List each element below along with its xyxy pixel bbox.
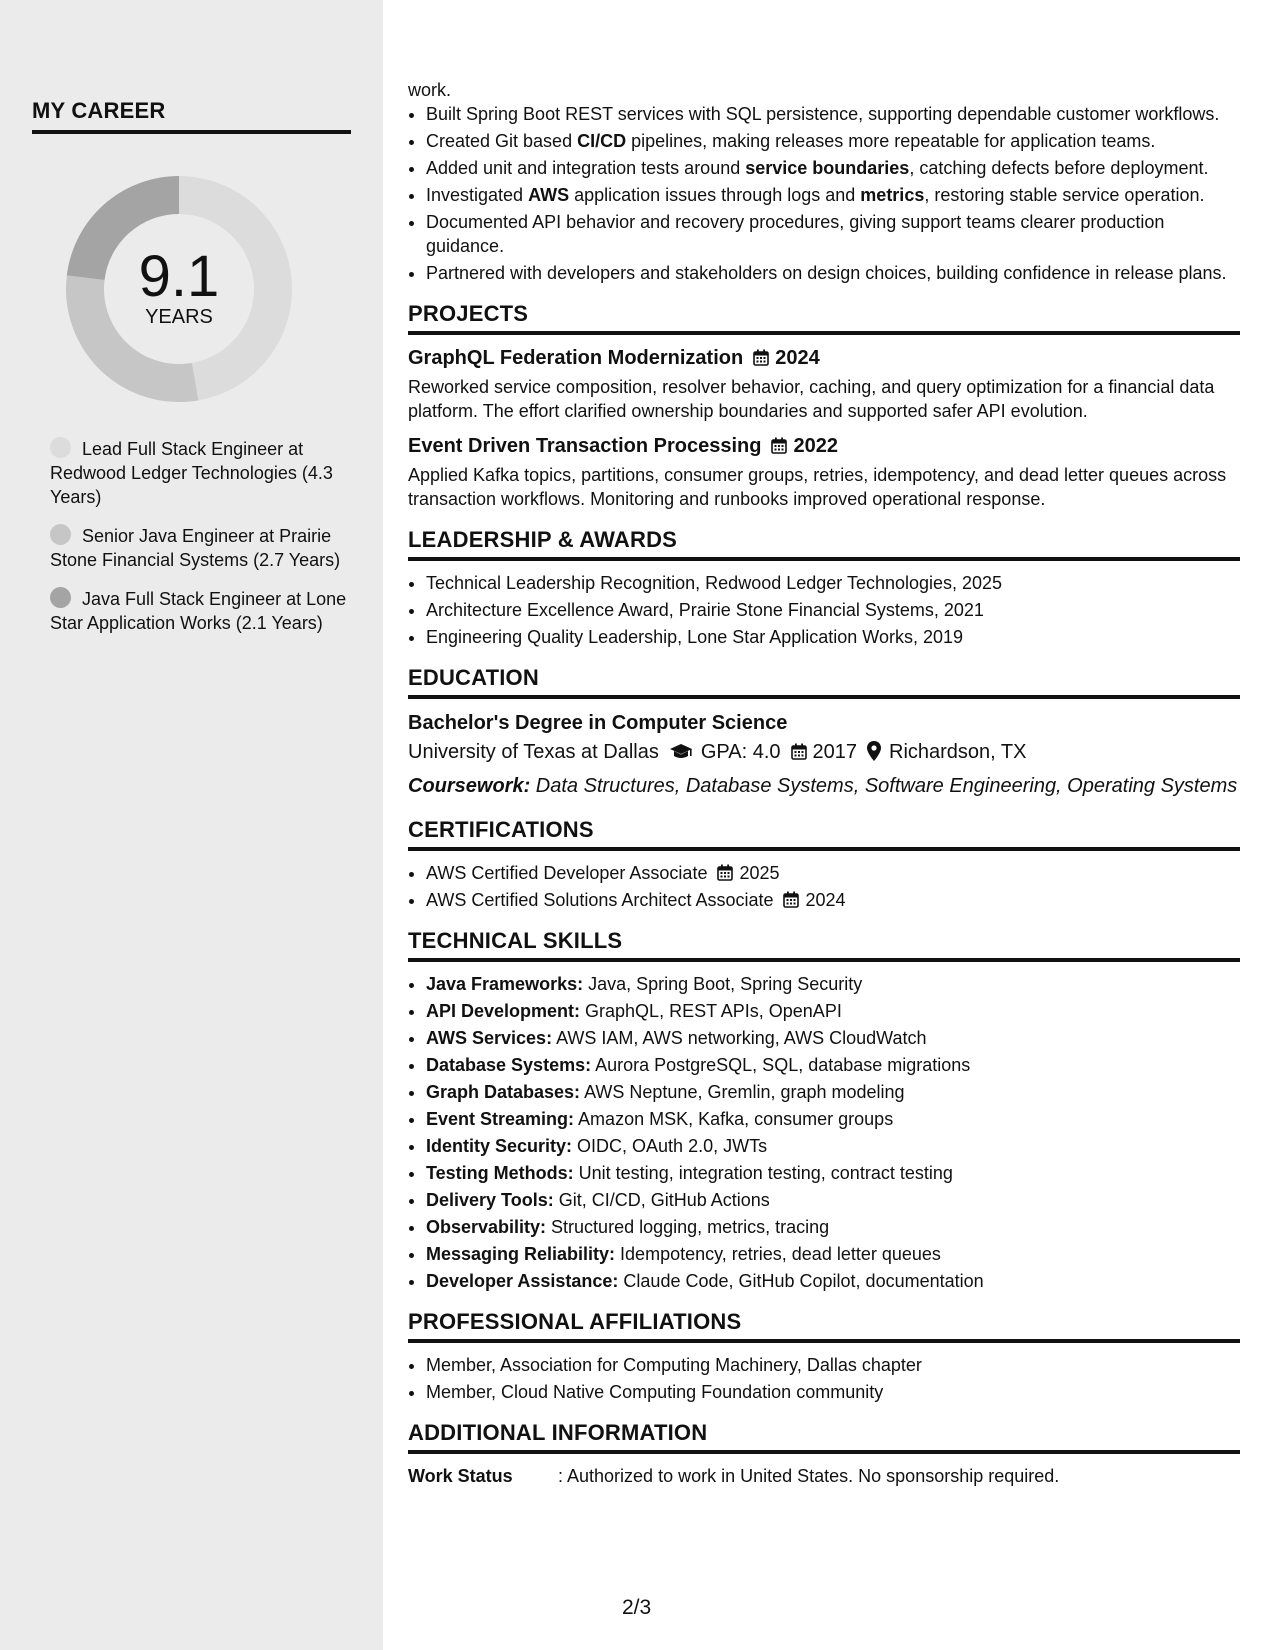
skill-label: Messaging Reliability: bbox=[426, 1244, 616, 1264]
skill-item bbox=[426, 1134, 1240, 1158]
project-title bbox=[408, 433, 1240, 459]
skill-item bbox=[426, 1107, 1240, 1131]
certification-name: AWS Certified Solutions Architect Associate bbox=[426, 890, 774, 910]
career-dot-icon bbox=[50, 437, 71, 458]
education-degree: Bachelor's Degree in Computer Science bbox=[408, 712, 788, 734]
experience-bullet bbox=[426, 102, 1240, 126]
experience-bullet bbox=[426, 261, 1240, 285]
sidebar-title: MY CAREER bbox=[32, 98, 351, 134]
certifications-heading: CERTIFICATIONS bbox=[408, 817, 1240, 851]
experience-bullet bbox=[426, 129, 1240, 153]
career-text: Lead Full Stack Engineer at Redwood Ledger Technologies (4.3 Years) bbox=[50, 439, 333, 507]
skills-list bbox=[408, 972, 1240, 1293]
skill-item bbox=[426, 1188, 1240, 1212]
education-coursework bbox=[408, 771, 1240, 801]
calendar-icon bbox=[717, 864, 733, 881]
skill-label: Developer Assistance: bbox=[426, 1271, 619, 1291]
experience-bullets bbox=[408, 102, 1240, 285]
project-title bbox=[408, 345, 1240, 371]
sidebar bbox=[0, 0, 383, 1650]
skill-item bbox=[426, 1053, 1240, 1077]
bullet-keyword: AWS bbox=[528, 185, 570, 205]
bullet-keyword: CI/CD bbox=[577, 131, 627, 151]
career-item bbox=[50, 587, 350, 635]
education-details bbox=[408, 737, 1240, 771]
skill-value: Idempotency, retries, dead letter queues bbox=[615, 1244, 941, 1264]
career-dot-icon bbox=[50, 524, 71, 545]
skill-label: Identity Security: bbox=[426, 1136, 573, 1156]
coursework-text: Data Structures, Database Systems, Software Engineering, Operating Systems bbox=[530, 775, 1238, 797]
affiliations-list bbox=[408, 1353, 1240, 1404]
certification-year: 2025 bbox=[739, 863, 780, 883]
years-label: YEARS bbox=[145, 306, 213, 328]
skill-item bbox=[426, 1026, 1240, 1050]
project-year: 2024 bbox=[775, 347, 820, 369]
skill-item bbox=[426, 1242, 1240, 1266]
location-pin-icon bbox=[867, 740, 881, 771]
leadership-list bbox=[408, 571, 1240, 649]
skill-value: Structured logging, metrics, tracing bbox=[546, 1217, 830, 1237]
skills-heading: TECHNICAL SKILLS bbox=[408, 928, 1240, 962]
experience-bullet bbox=[426, 210, 1240, 258]
bullet-text: application issues through logs and bbox=[569, 185, 861, 205]
skill-item bbox=[426, 1269, 1240, 1293]
work-status-value: : Authorized to work in United States. No sponsorship required. bbox=[558, 1466, 1060, 1486]
skill-value: OIDC, OAuth 2.0, JWTs bbox=[572, 1136, 768, 1156]
project-name: GraphQL Federation Modernization bbox=[408, 347, 744, 369]
certification-item bbox=[426, 888, 1240, 912]
bullet-text: , restoring stable service operation. bbox=[924, 185, 1205, 205]
career-item bbox=[50, 524, 350, 572]
skill-item bbox=[426, 999, 1240, 1023]
skill-value: Unit testing, integration testing, contract testing bbox=[573, 1163, 953, 1183]
coursework-label: Coursework: bbox=[408, 775, 531, 797]
work-status-row bbox=[408, 1464, 1240, 1488]
experience-bullet bbox=[426, 183, 1240, 207]
donut-svg bbox=[66, 176, 292, 402]
bullet-keyword: metrics bbox=[860, 185, 925, 205]
affiliations-heading: PROFESSIONAL AFFILIATIONS bbox=[408, 1309, 1240, 1343]
education-year: 2017 bbox=[812, 741, 858, 763]
skill-item bbox=[426, 1215, 1240, 1239]
skill-label: Event Streaming: bbox=[426, 1109, 575, 1129]
project-description: Applied Kafka topics, partitions, consumer groups, retries, idempotency, and dead letter queues across transaction workflows. Monitoring and runbooks improved operational response. bbox=[408, 465, 1227, 509]
page-number: 2/3 bbox=[622, 1596, 652, 1619]
leadership-item: • Technical Leadership Recognition, Redwood Ledger Technologies, 2025 bbox=[426, 571, 1240, 595]
career-text: Senior Java Engineer at Prairie Stone Financial Systems (2.7 Years) bbox=[50, 526, 341, 570]
bullet-text: pipelines, making releases more repeatable for application teams. bbox=[626, 131, 1156, 151]
leadership-item: • Architecture Excellence Award, Prairie Stone Financial Systems, 2021 bbox=[426, 598, 1240, 622]
skill-label: Testing Methods: bbox=[426, 1163, 574, 1183]
calendar-icon bbox=[771, 437, 787, 454]
certification-item bbox=[426, 861, 1240, 885]
skill-value: Claude Code, GitHub Copilot, documentation bbox=[618, 1271, 984, 1291]
leadership-heading: LEADERSHIP & AWARDS bbox=[408, 527, 1240, 561]
affiliation-item: • Member, Cloud Native Computing Foundation community bbox=[426, 1380, 1240, 1404]
calendar-icon bbox=[753, 349, 769, 366]
bullet-text: Documented API behavior and recovery procedures, giving support teams clearer production guidance. bbox=[426, 212, 1165, 256]
certification-year: 2024 bbox=[805, 890, 846, 910]
skill-value: Amazon MSK, Kafka, consumer groups bbox=[574, 1109, 894, 1129]
project-year: 2022 bbox=[793, 435, 838, 457]
education-gpa: GPA: 4.0 bbox=[700, 741, 781, 763]
skill-label: Database Systems: bbox=[426, 1055, 592, 1075]
skill-label: AWS Services: bbox=[426, 1028, 553, 1048]
certifications-list bbox=[408, 861, 1240, 912]
work-status-label: Work Status bbox=[408, 1466, 513, 1486]
skill-label: Observability: bbox=[426, 1217, 547, 1237]
skill-value: AWS Neptune, Gremlin, graph modeling bbox=[580, 1082, 905, 1102]
skill-value: Git, CI/CD, GitHub Actions bbox=[553, 1190, 770, 1210]
experience-bullet bbox=[426, 156, 1240, 180]
education-location: Richardson, TX bbox=[889, 741, 1027, 763]
experience-continuation: work. bbox=[408, 80, 452, 100]
affiliation-item: • Member, Association for Computing Machinery, Dallas chapter bbox=[426, 1353, 1240, 1377]
skill-label: Graph Databases: bbox=[426, 1082, 581, 1102]
additional-heading: ADDITIONAL INFORMATION bbox=[408, 1420, 1240, 1454]
career-text: Java Full Stack Engineer at Lone Star Application Works (2.1 Years) bbox=[50, 589, 347, 633]
skill-item bbox=[426, 1161, 1240, 1185]
project-name: Event Driven Transaction Processing bbox=[408, 435, 762, 457]
bullet-text: , catching defects before deployment. bbox=[909, 158, 1209, 178]
bullet-text: Created Git based bbox=[426, 131, 578, 151]
graduation-cap-icon bbox=[669, 740, 693, 771]
projects-heading: PROJECTS bbox=[408, 301, 1240, 335]
skill-value: GraphQL, REST APIs, OpenAPI bbox=[580, 1001, 842, 1021]
main-content bbox=[408, 78, 1240, 1488]
bullet-text: Investigated bbox=[426, 185, 529, 205]
skill-value: Aurora PostgreSQL, SQL, database migrations bbox=[591, 1055, 971, 1075]
skill-label: Java Frameworks: bbox=[426, 974, 584, 994]
leadership-item: • Engineering Quality Leadership, Lone Star Application Works, 2019 bbox=[426, 625, 1240, 649]
skill-item bbox=[426, 972, 1240, 996]
career-list bbox=[50, 437, 350, 650]
career-item bbox=[50, 437, 350, 509]
calendar-icon bbox=[783, 891, 799, 908]
bullet-text: Partnered with developers and stakeholders on design choices, building confidence in release plans. bbox=[426, 263, 1227, 283]
certification-name: AWS Certified Developer Associate bbox=[426, 863, 708, 883]
total-years-value: 9.1 bbox=[138, 244, 220, 309]
career-dot-icon bbox=[50, 587, 71, 608]
education-school: University of Texas at Dallas bbox=[408, 741, 659, 763]
bullet-text: Built Spring Boot REST services with SQL persistence, supporting dependable customer workflows. bbox=[426, 104, 1220, 124]
project-description: Reworked service composition, resolver behavior, caching, and query optimization for a financial data platform. The effort clarified ownership boundaries and supported safer API evolution. bbox=[408, 377, 1215, 421]
calendar-icon bbox=[791, 743, 807, 760]
skill-value: Java, Spring Boot, Spring Security bbox=[583, 974, 863, 994]
bullet-text: Added unit and integration tests around bbox=[426, 158, 746, 178]
skill-item bbox=[426, 1080, 1240, 1104]
bullet-keyword: service boundaries bbox=[745, 158, 910, 178]
education-heading: EDUCATION bbox=[408, 665, 1240, 699]
skill-value: AWS IAM, AWS networking, AWS CloudWatch bbox=[552, 1028, 927, 1048]
skill-label: Delivery Tools: bbox=[426, 1190, 554, 1210]
career-donut-chart bbox=[66, 176, 292, 402]
skill-label: API Development: bbox=[426, 1001, 581, 1021]
